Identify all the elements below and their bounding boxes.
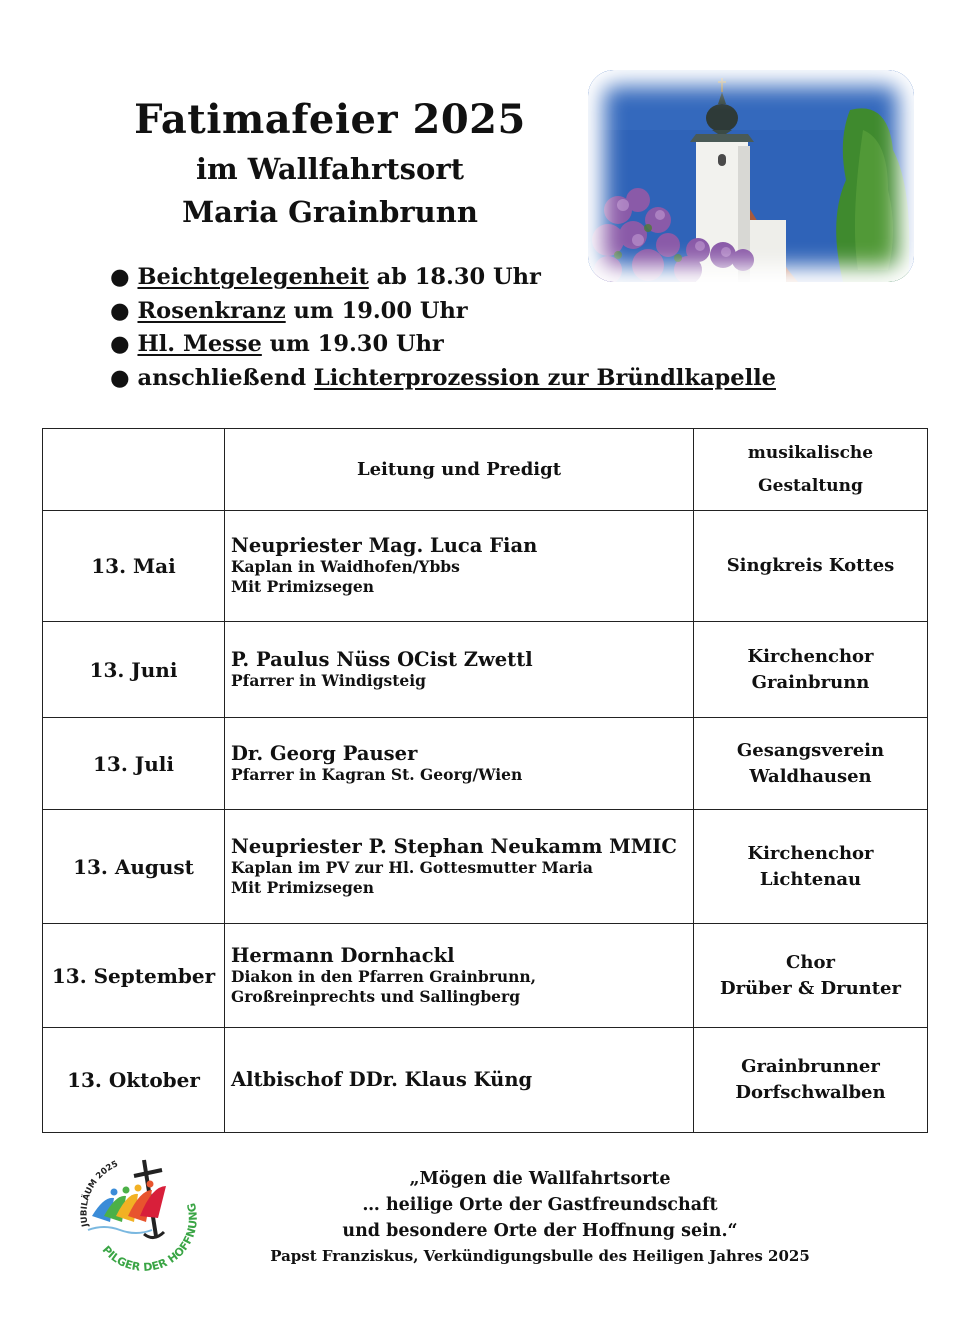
footer-quote: [250, 1166, 830, 1268]
bullet-icon: ●: [110, 264, 130, 290]
header-leitung: Leitung und Predigt: [225, 429, 694, 511]
church-photo-icon: [588, 70, 914, 282]
row-leitung: [225, 1028, 694, 1133]
row-date: 13. Juni: [43, 622, 225, 718]
quote-line: … heilige Orte der Gastfreundschaft: [362, 1195, 718, 1215]
header-music-line1: musikalische: [747, 442, 874, 463]
quote-line: „Mögen die Wallfahrtsorte: [409, 1169, 671, 1189]
table-row: [43, 718, 928, 810]
schedule-item-event: Rosenkranz: [137, 297, 286, 324]
row-music-line: Grainbrunner: [741, 1056, 880, 1077]
table-row: [43, 924, 928, 1028]
row-detail: Kaplan im PV zur Hl. Gottesmutter Maria: [231, 857, 593, 877]
row-music: [694, 622, 928, 718]
row-music-line: Drüber & Drunter: [719, 977, 901, 999]
table-row: [43, 511, 928, 622]
schedule-item-time: um 19.00 Uhr: [285, 297, 468, 324]
row-leitung: [225, 511, 694, 622]
schedule-item-event: Lichterprozession zur Bründlkapelle: [313, 364, 776, 391]
row-date: 13. September: [43, 924, 225, 1028]
schedule-item-time: um 19.30 Uhr: [261, 331, 444, 357]
row-music: [694, 718, 928, 810]
row-leitung: [225, 718, 694, 810]
header-music-line2: Gestaltung: [758, 475, 863, 496]
row-name: P. Paulus Nüss OCist Zwettl: [231, 647, 533, 671]
quote-attribution: Papst Franziskus, Verkündigungsbulle des Heiligen Jahres 2025: [270, 1247, 810, 1265]
row-detail: Mit Primizsegen: [231, 877, 374, 897]
header-music: [694, 429, 928, 511]
row-detail: Pfarrer in Kagran St. Georg/Wien: [231, 764, 523, 784]
logo-top-text: JUBILÄUM 2025: [79, 1159, 120, 1228]
row-leitung: [225, 810, 694, 924]
row-music-line: Gesangsverein: [736, 739, 885, 761]
logo-bottom-text: PILGER DER HOFFNUNG: [99, 1201, 200, 1272]
bullet-icon: ●: [110, 331, 130, 357]
row-name: Dr. Georg Pauser: [231, 741, 418, 765]
table-row: [43, 1028, 928, 1133]
schedule-item: [110, 262, 776, 296]
row-detail: Mit Primizsegen: [231, 577, 374, 596]
schedule-list: [110, 262, 776, 396]
table-row: [43, 810, 928, 924]
subtitle-line-1: im Wallfahrtsort: [195, 152, 465, 186]
schedule-item: [110, 329, 776, 363]
row-leitung: [225, 924, 694, 1028]
row-music-line: Chor: [786, 951, 835, 973]
row-music-line: Dorfschwalben: [735, 1082, 886, 1103]
row-name: Hermann Dornhackl: [231, 943, 455, 967]
schedule-item-event: Hl. Messe: [137, 331, 262, 357]
table-header-row: [43, 429, 928, 511]
row-detail: Diakon in den Pfarren Grainbrunn,: [231, 966, 537, 986]
church-photo: [588, 70, 914, 282]
quote-line: und besondere Orte der Hoffnung sein.“: [342, 1221, 738, 1241]
row-date: 13. Mai: [43, 511, 225, 622]
bullet-icon: ●: [110, 297, 130, 324]
row-music: [694, 511, 928, 622]
row-music: [694, 1028, 928, 1133]
schedule-item-prefix: anschließend: [137, 364, 314, 391]
subtitle-line-2: Maria Grainbrunn: [182, 195, 478, 229]
schedule-item: [110, 363, 776, 397]
row-detail: Pfarrer in Windigsteig: [231, 670, 427, 690]
row-detail: Kaplan in Waidhofen/Ybbs: [231, 557, 460, 576]
row-music-line: Singkreis Kottes: [726, 555, 895, 576]
row-music-line: Kirchenchor: [747, 645, 874, 667]
row-music-line: Waldhausen: [749, 765, 872, 787]
row-date: 13. Oktober: [43, 1028, 225, 1133]
bullet-icon: ●: [110, 364, 130, 391]
header-date: [43, 429, 225, 511]
row-leitung: [225, 622, 694, 718]
pilgrims-of-hope-logo-icon: [74, 1146, 204, 1272]
page-title: Fatimafeier 2025: [134, 96, 526, 143]
schedule-item-event: Beichtgelegenheit: [137, 264, 369, 290]
celebration-table: [42, 428, 928, 1133]
row-music: [694, 924, 928, 1028]
schedule-item: [110, 296, 776, 330]
table-row: [43, 622, 928, 718]
row-music-line: Kirchenchor: [747, 842, 874, 864]
row-music: [694, 810, 928, 924]
row-detail: Großreinprechts und Sallingberg: [231, 986, 521, 1006]
row-name: Neupriester P. Stephan Neukamm MMIC: [231, 834, 677, 858]
row-music-line: Lichtenau: [759, 868, 862, 890]
row-name: Altbischof DDr. Klaus Küng: [231, 1068, 533, 1091]
row-date: 13. Juli: [43, 718, 225, 810]
jubilee-logo: [74, 1146, 204, 1272]
schedule-item-time: ab 18.30 Uhr: [368, 264, 541, 290]
row-music-line: Grainbrunn: [751, 671, 870, 693]
row-date: 13. August: [43, 810, 225, 924]
row-name: Neupriester Mag. Luca Fian: [231, 534, 538, 557]
